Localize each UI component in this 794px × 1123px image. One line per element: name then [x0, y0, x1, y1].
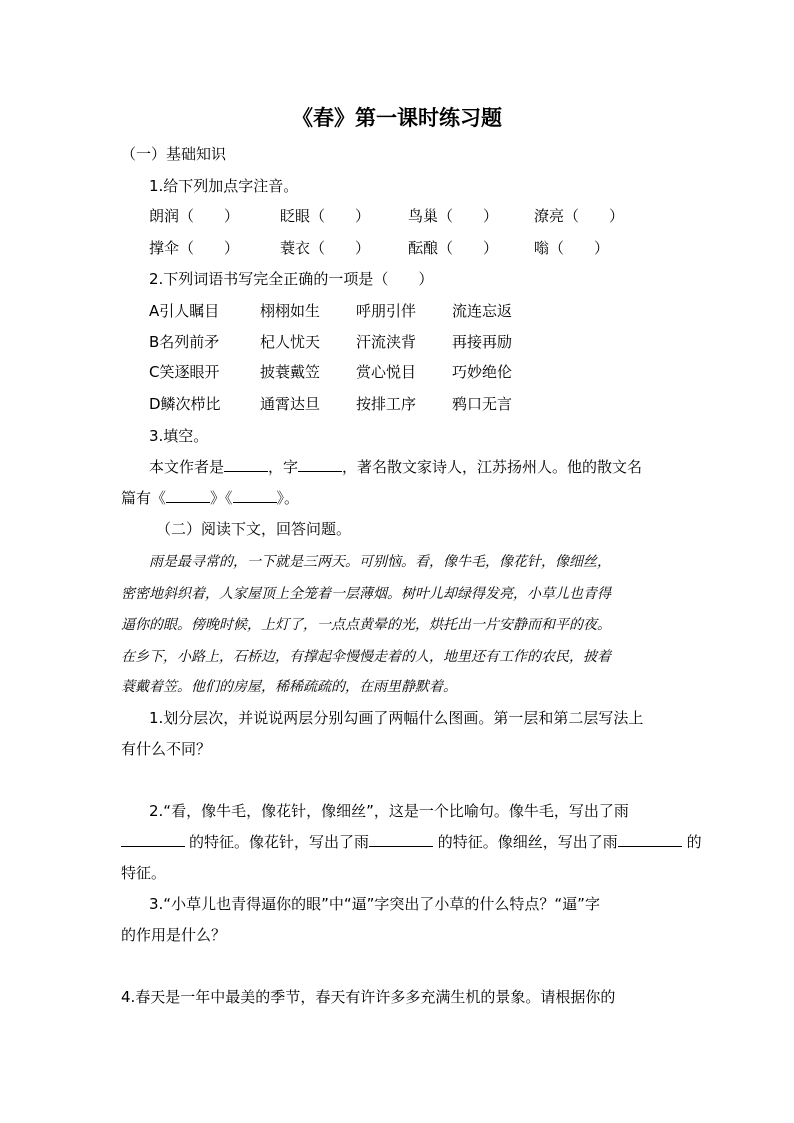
q2-word: 杞人忧天 — [260, 333, 321, 351]
q1-row-2 — [149, 238, 669, 258]
passage-line: 逼你的眼。傍晚时候，上灯了，一点点黄晕的光，烘托出一片安静而和平的夜。 — [121, 617, 611, 633]
q2-word: 按排工序 — [356, 395, 417, 413]
q3-text: ，字 — [268, 458, 299, 476]
q2-word: 赏心悦目 — [356, 363, 417, 381]
q3-text: 》。 — [276, 489, 300, 507]
q3-blank-essay-2[interactable] — [233, 488, 277, 503]
section-2-heading: （二）阅读下文，回答问题。 — [156, 520, 352, 538]
q1-item: 蓑衣（ ） — [280, 239, 371, 257]
q2-option-d — [149, 394, 669, 414]
q3-text: 篇有《 — [121, 489, 167, 507]
q3-blank-author[interactable] — [224, 457, 268, 472]
s2-q2-text: 的特征。像细丝，写出了雨 — [433, 833, 618, 851]
s2-q3-line: 的作用是什么？ — [121, 926, 227, 944]
s2-q2-line-1: 2.“看，像牛毛，像花针，像细丝”，这是一个比喻句。像牛毛，写出了雨 — [149, 802, 629, 820]
s2-q2-line-2 — [121, 832, 702, 852]
q2-word: 披蓑戴笠 — [260, 363, 321, 381]
q2-word: D鳞次栉比 — [149, 395, 221, 413]
q1-prompt: 1.给下列加点字注音。 — [149, 177, 299, 195]
q2-word: 巧妙绝伦 — [452, 363, 513, 381]
q3-line-1 — [149, 457, 642, 477]
q2-word: 通霄达旦 — [260, 395, 321, 413]
s2-q4-line: 4.春天是一年中最美的季节，春天有许许多多充满生机的景象。请根据你的 — [121, 988, 616, 1006]
q3-text: 本文作者是 — [149, 458, 225, 476]
passage-line: 在乡下，小路上，石桥边，有撑起伞慢慢走着的人，地里还有工作的农民，披着 — [121, 649, 611, 665]
passage-line: 蓑戴着笠。他们的房屋，稀稀疏疏的，在雨里静默着。 — [121, 679, 457, 695]
q2-option-a — [149, 301, 669, 321]
s2-q2-blank-1[interactable] — [121, 832, 185, 847]
s2-q2-blank-3[interactable] — [618, 832, 682, 847]
q2-word: 呼朋引伴 — [356, 302, 417, 320]
q3-blank-essay-1[interactable] — [166, 488, 210, 503]
passage-line: 密密地斜织着，人家屋顶上全笼着一层薄烟。树叶儿却绿得发亮，小草儿也青得 — [121, 586, 611, 602]
s2-q1-line: 有什么不同？ — [121, 740, 212, 758]
q2-word: 再接再励 — [452, 333, 513, 351]
q1-item: 鸟巢（ ） — [408, 207, 499, 225]
q3-prompt: 3.填空。 — [149, 427, 209, 445]
s2-q2-line-3: 特征。 — [121, 864, 167, 882]
passage-line: 雨是最寻常的，一下就是三两天。可别恼。看，像牛毛，像花针，像细丝， — [149, 554, 611, 570]
section-1-heading: （一）基础知识 — [121, 145, 227, 163]
q1-item: 嗡（ ） — [534, 239, 610, 257]
q3-line-2 — [121, 488, 299, 508]
q1-item: 朗润（ ） — [149, 207, 240, 225]
q2-word: C笑逐眼开 — [149, 363, 220, 381]
q1-item: 撑伞（ ） — [149, 239, 240, 257]
q2-word: 流连忘返 — [452, 302, 513, 320]
q3-blank-courtesy-name[interactable] — [298, 457, 342, 472]
q2-word: A引人瞩目 — [149, 302, 220, 320]
q3-text: ，著名散文家诗人，江苏扬州人。他的散文名 — [342, 458, 643, 476]
s2-q2-text: 的 — [681, 833, 702, 851]
s2-q1-line: 1.划分层次，并说说两层分别勾画了两幅什么图画。第一层和第二层写法上 — [149, 709, 644, 727]
q2-option-b — [149, 332, 669, 352]
q1-item: 眨眼（ ） — [280, 207, 371, 225]
s2-q2-text: 的特征。像花针，写出了雨 — [189, 833, 370, 851]
q2-option-c — [149, 362, 669, 382]
q2-word: B名列前矛 — [149, 333, 220, 351]
q1-row-1 — [149, 206, 669, 226]
q1-item: 酝酿（ ） — [408, 239, 499, 257]
q2-word: 鸦口无言 — [452, 395, 513, 413]
q2-prompt: 2.下列词语书写完全正确的一项是（ ） — [149, 270, 434, 288]
q2-word: 栩栩如生 — [260, 302, 321, 320]
q3-text: 》《 — [210, 489, 233, 507]
page-title: 《春》第一课时练习题 — [292, 105, 502, 130]
q1-item: 潦亮（ ） — [534, 207, 625, 225]
s2-q2-blank-2[interactable] — [369, 832, 433, 847]
s2-q3-line: 3.“小草儿也青得逼你的眼”中“逼”字突出了小草的什么特点？“逼”字 — [149, 895, 600, 913]
q2-word: 汗流浃背 — [356, 333, 417, 351]
